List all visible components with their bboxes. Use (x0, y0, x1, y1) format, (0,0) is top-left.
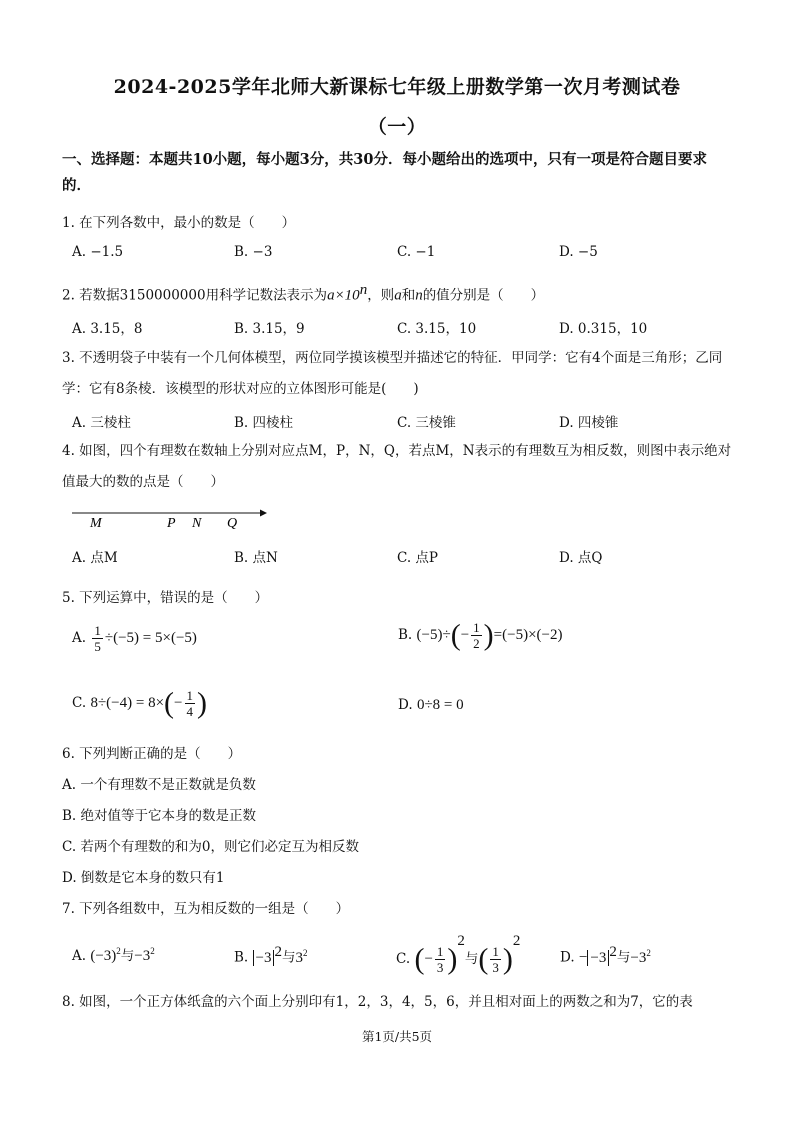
q5-b-label: B. (398, 627, 413, 643)
q5-option-a (72, 623, 197, 654)
question-3-stem: 3. 不透明袋子中装有一个几何体模型，两位同学摸该模型并描述它的特征．甲同学：它有4个面是三角形；乙同学：它有8条棱．该模型的形状对应的立体图形可能是( ) (62, 350, 723, 397)
q2-option-d: D. 0.315，10 (559, 321, 648, 337)
q3-option-c: C. 三棱锥 (397, 415, 456, 431)
q5-b-right: =(−5)×(−2) (493, 627, 563, 643)
q7-b-label: B. (234, 949, 249, 966)
q5-d-expr: 0÷8 = 0 (416, 697, 464, 713)
q4-option-c: C. 点P (397, 550, 439, 566)
q2-stem-c: 和 (401, 287, 416, 304)
q2-var-n: n (415, 287, 423, 304)
q5-option-d (398, 697, 464, 714)
q1-option-b: B. −3 (234, 244, 273, 260)
q1-option-d: D. −5 (559, 244, 598, 260)
point-m-label: M (90, 516, 102, 531)
q6-option-b: B. 绝对值等于它本身的数是正数 (62, 808, 257, 824)
question-5-stem: 5. 下列运算中，错误的是（ ） (62, 590, 269, 606)
q5-option-c: C. 8÷(−4) = 8×(− $\frac{1}{4}$ ) (72, 686, 208, 720)
q5-a-expr: ÷(−5) = 5×(−5) (104, 630, 197, 646)
q3-option-d: D. 四棱锥 (559, 415, 619, 431)
section-heading: 一、选择题：本题共10小题，每小题3分，共30分．每小题给出的选项中，只有一项是符合题目要求的． (62, 151, 707, 194)
q7-option-c: C. (− $\frac{1}{3}$ )$^2$与( $\frac{1}{3}$ )$^2$ (396, 933, 521, 976)
q5-b-fraction: $\frac{1}{2}$ (473, 620, 480, 651)
q7-c-label: C. (396, 951, 411, 967)
q2-var-a: a (394, 287, 402, 304)
q4-option-a: A. 点M (72, 550, 118, 566)
q7-d-label: D. (560, 949, 575, 966)
question-6-stem: 6. 下列判断正确的是（ ） (62, 746, 242, 762)
question-2-options (62, 317, 742, 341)
page-footer: 第1页/共5页 (361, 1029, 433, 1044)
q6-option-a: A. 一个有理数不是正数就是负数 (62, 777, 256, 793)
q5-c-left: 8÷(−4) = 8× (90, 695, 165, 711)
question-2-stem (62, 279, 734, 307)
question-1-options (62, 244, 742, 268)
q6-option-c: C. 若两个有理数的和为0，则它们必定互为相反数 (62, 839, 360, 855)
q5-a-label: A. (72, 630, 87, 646)
q2-sci-exp: n (359, 282, 368, 298)
question-4-options (62, 546, 742, 570)
exam-subtitle: （一） (367, 116, 427, 138)
q5-c-fraction: $\frac{1}{4}$ (186, 688, 194, 719)
question-1-stem: 1. 在下列各数中，最小的数是（ ） (62, 215, 296, 231)
question-4-stem: 4. 如图，四个有理数在数轴上分别对应点M，P，N，Q，若点M，N表示的有理数互为相反数，则图中表示绝对值最大的数的点是（ ） (62, 443, 732, 490)
q7-d-abs: −3 (587, 950, 609, 966)
number-line-arrow (260, 510, 267, 517)
q7-a-label: A. (72, 948, 87, 964)
q2-stem-b: ，则 (367, 287, 395, 304)
q1-option-c: C. −1 (397, 244, 436, 260)
point-n-label: N (192, 516, 202, 531)
q2-option-c: C. 3.15，10 (397, 321, 477, 337)
q5-c-label: C. (72, 695, 87, 711)
exam-title: 2024-2025学年北师大新课标七年级上册数学第一次月考测试卷 (113, 76, 681, 98)
point-q-label: Q (227, 516, 238, 531)
q7-b-abs: −3 (253, 950, 275, 966)
q7-c-fraction-2: $\frac{1}{3}$ (492, 944, 499, 975)
q7-a-expr: $(-3)^2$ (90, 946, 121, 964)
point-p-label: P (167, 516, 176, 531)
question-7-stem: 7. 下列各组数中，互为相反数的一组是（ ） (62, 901, 350, 917)
q5-d-label: D. (398, 697, 413, 713)
q3-option-b: B. 四棱柱 (234, 415, 294, 431)
q2-stem-a: 2. 若数据3150000000用科学记数法表示为 (62, 287, 328, 304)
q2-sci-notation: a×10 (327, 287, 360, 304)
q6-option-d: D. 倒数是它本身的数只有1 (62, 870, 225, 886)
question-3-options (62, 411, 742, 435)
q5-a-fraction: $\frac{1}{5}$ (94, 623, 101, 654)
q1-option-a: A. −1.5 (72, 244, 124, 260)
q3-option-a: A. 三棱柱 (72, 415, 131, 431)
q4-option-b: B. 点N (234, 550, 278, 566)
q5-option-b: B. (−5)÷(− $\frac{1}{2}$ )=(−5)×(−2) (398, 618, 563, 652)
question-8-stem: 8. 如图，一个正方体纸盒的六个面上分别印有1，2，3，4，5，6，并且相对面上的两数之和为7，它的表 (62, 994, 693, 1010)
q7-option-a: A. $(-3)^2$与$-3^2$ (72, 946, 155, 964)
q2-option-b: B. 3.15，9 (234, 321, 305, 337)
q2-stem-d: 的值分别是（ ） (422, 287, 545, 304)
q7-option-d: D. − −3 $^2$与$-3^2$ (560, 944, 651, 966)
number-line-figure (70, 505, 270, 531)
q7-option-b: B. −3 $^2$与$3^2$ (234, 944, 308, 966)
q7-c-fraction-1: $\frac{1}{3}$ (436, 944, 444, 975)
q2-option-a: A. 3.15，8 (72, 321, 143, 337)
q4-option-d: D. 点Q (559, 550, 603, 566)
q5-b-left: (−5)÷ (416, 627, 451, 643)
